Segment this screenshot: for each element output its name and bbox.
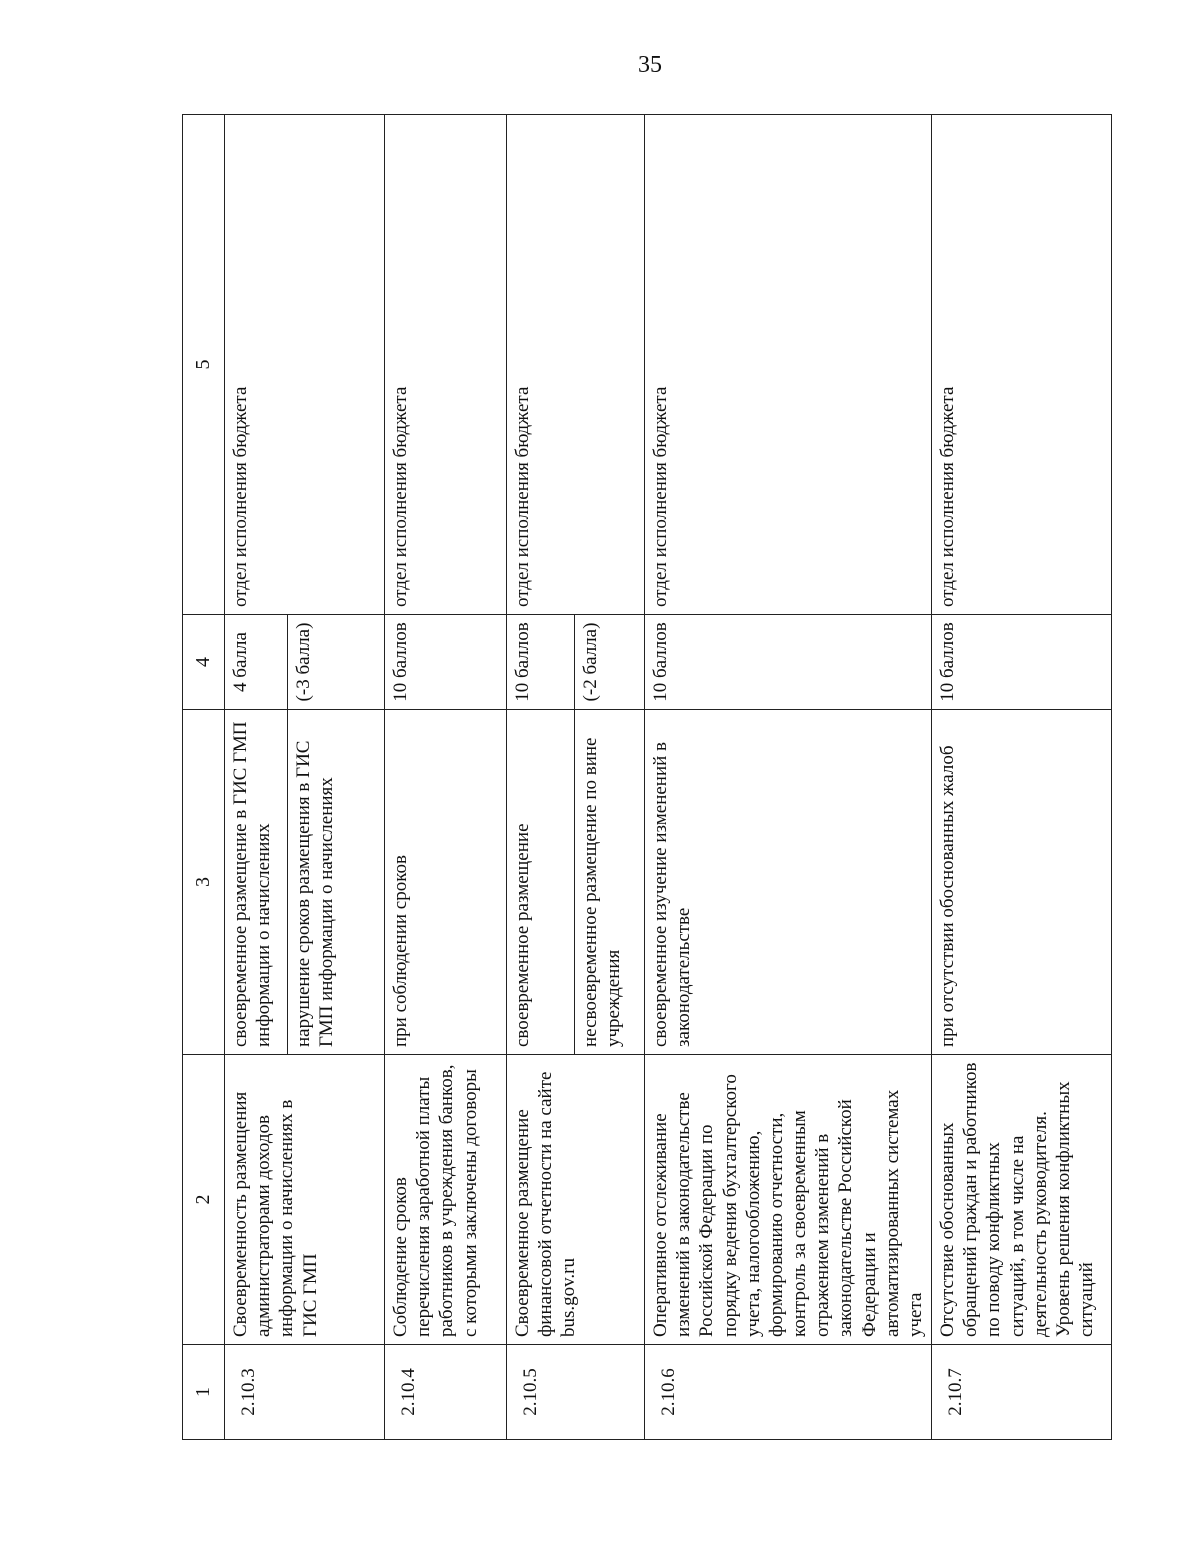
- points-cell: (-3 балла): [288, 615, 385, 710]
- row-number: 2.10.5: [507, 1345, 645, 1440]
- header-col-1: 1: [183, 1345, 225, 1440]
- table-row: [225, 115, 288, 1440]
- responsible-cell: отдел исполнения бюджета: [225, 115, 385, 615]
- points-cell: 10 баллов: [507, 615, 575, 710]
- points-cell: 10 баллов: [385, 615, 507, 710]
- criteria-cell: нарушение сроков размещения в ГИС ГМП информации о начислениях: [288, 710, 385, 1055]
- indicator-cell: Оперативное отслеживание изменений в законодательстве Российской Федерации по порядку ведения бухгалтерского учета, налогообложению, формированию отчетности, контроль за своевременным отражением изменений в законодательстве Российской Федерации и автоматизированных системах учета: [645, 1055, 932, 1345]
- header-col-4: 4: [183, 615, 225, 710]
- row-number: 2.10.6: [645, 1345, 932, 1440]
- responsible-cell: отдел исполнения бюджета: [645, 115, 932, 615]
- row-number: 2.10.4: [385, 1345, 507, 1440]
- responsible-cell: отдел исполнения бюджета: [385, 115, 507, 615]
- criteria-cell: при отсутствии обоснованных жалоб: [932, 710, 1112, 1055]
- points-cell: 10 баллов: [932, 615, 1112, 710]
- criteria-cell: несвоевременное размещение по вине учреждения: [575, 710, 645, 1055]
- points-cell: 4 балла: [225, 615, 288, 710]
- table-row: [932, 115, 1112, 1440]
- header-row: [183, 115, 225, 1440]
- page-number: 35: [638, 52, 662, 78]
- header-col-5: 5: [183, 115, 225, 615]
- table-row: [645, 115, 932, 1440]
- responsible-cell: отдел исполнения бюджета: [507, 115, 645, 615]
- header-col-2: 2: [183, 1055, 225, 1345]
- table-row: [385, 115, 507, 1440]
- row-number: 2.10.3: [225, 1345, 385, 1440]
- header-col-3: 3: [183, 710, 225, 1055]
- points-cell: (-2 балла): [575, 615, 645, 710]
- points-cell: 10 баллов: [645, 615, 932, 710]
- indicator-cell: Соблюдение сроков перечисления заработной платы работников в учреждения банков, с которыми заключены договоры: [385, 1055, 507, 1345]
- criteria-cell: своевременное размещение: [507, 710, 575, 1055]
- responsible-cell: отдел исполнения бюджета: [932, 115, 1112, 615]
- table-row: [507, 115, 575, 1440]
- criteria-cell: своевременное изучение изменений в законодательстве: [645, 710, 932, 1055]
- indicator-cell: Своевременное размещение финансовой отчетности на сайте bus.gov.ru: [507, 1055, 645, 1345]
- criteria-table: [182, 114, 1112, 1440]
- criteria-cell: при соблюдении сроков: [385, 710, 507, 1055]
- row-number: 2.10.7: [932, 1345, 1112, 1440]
- indicator-cell: Своевременность размещения администраторами доходов информации о начислениях в ГИС ГМП: [225, 1055, 385, 1345]
- criteria-cell: своевременное размещение в ГИС ГМП информации о начислениях: [225, 710, 288, 1055]
- rotated-table-frame: [182, 115, 1098, 1440]
- indicator-cell: Отсутствие обоснованных обращений граждан и работников по поводу конфликтных ситуаций, в том числе на деятельность руководителя. Уровень решения конфликтных ситуаций: [932, 1055, 1112, 1345]
